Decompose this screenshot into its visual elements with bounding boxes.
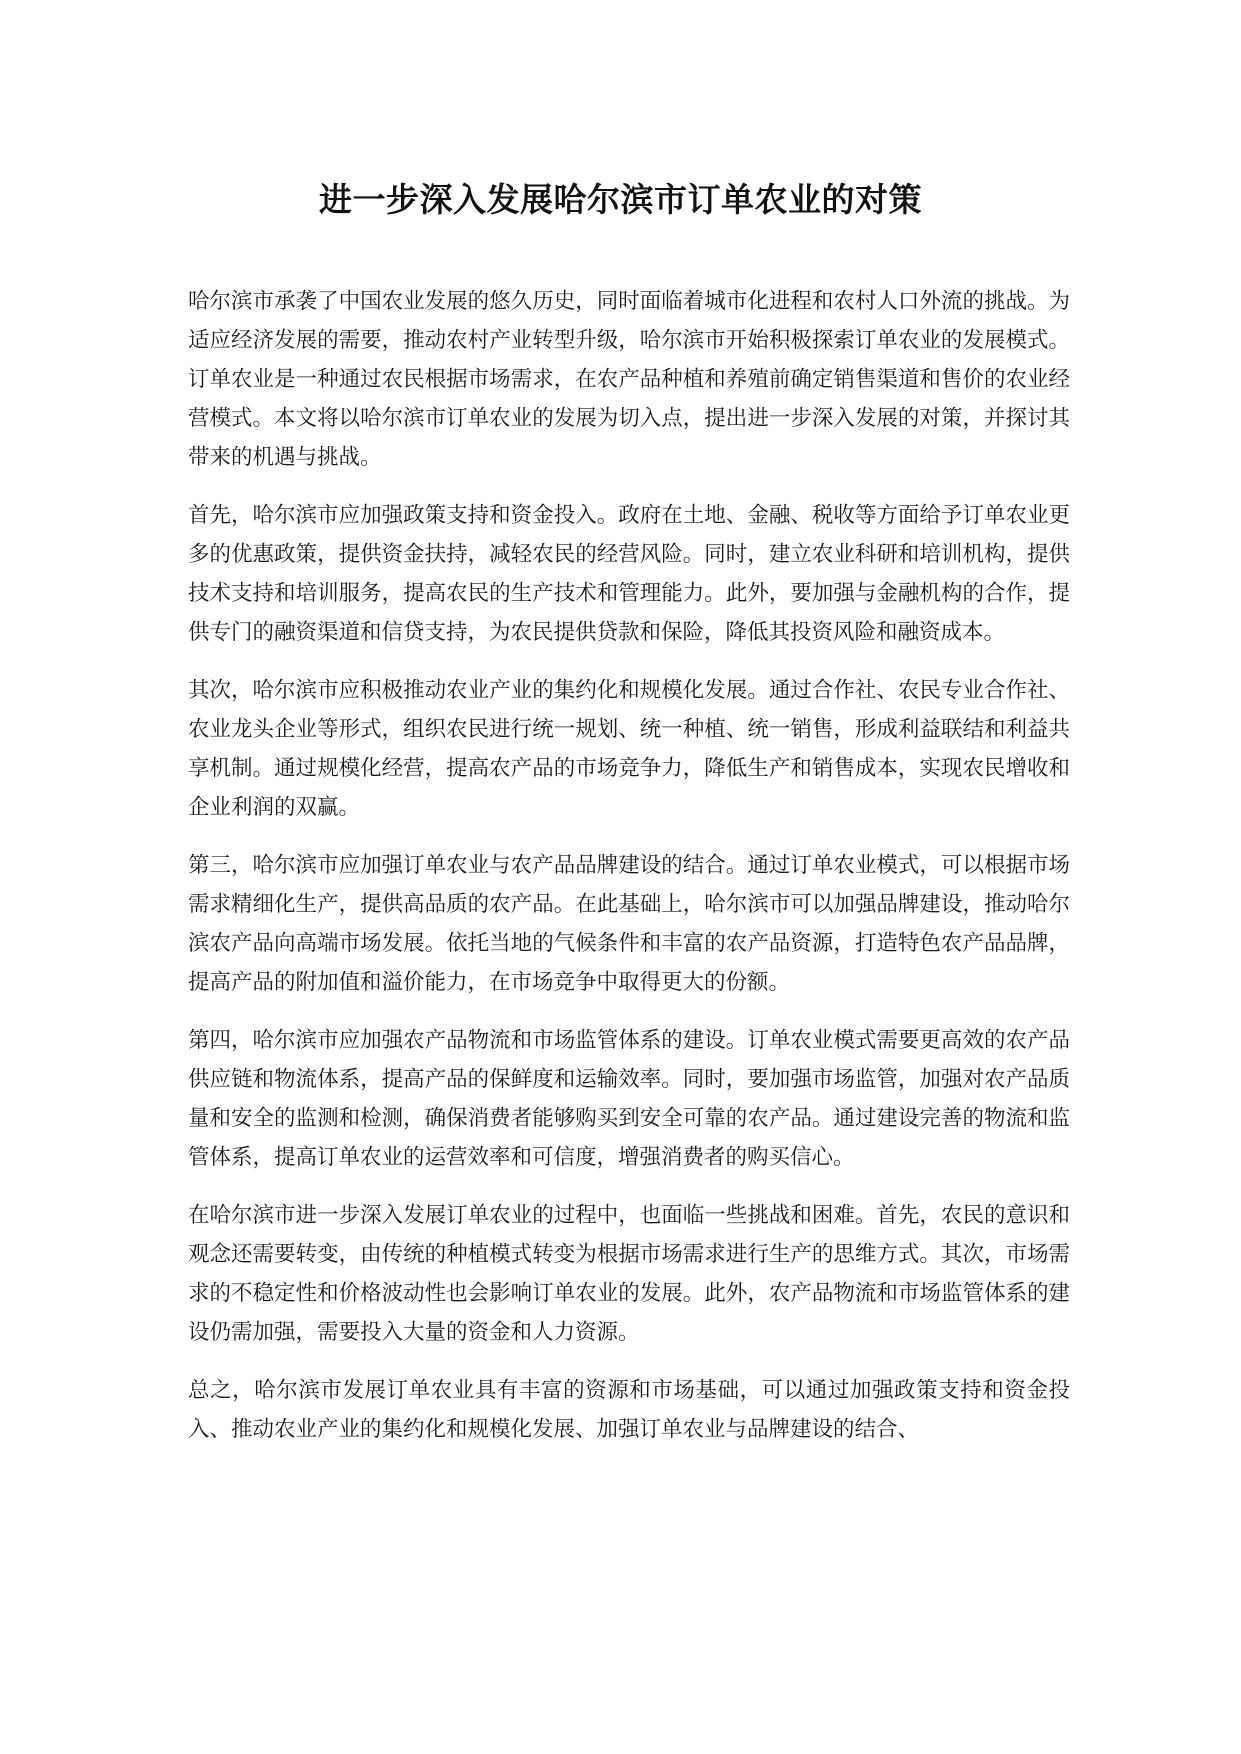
document-title: 进一步深入发展哈尔滨市订单农业的对策: [319, 180, 922, 219]
paragraph-challenges: 在哈尔滨市进一步深入发展订单农业的过程中，也面临一些挑战和困难。首先，农民的意识和观念还需要转变，由传统的种植模式转变为根据市场需求进行生产的思维方式。其次，市场需求的不稳定性和价格波动性也会影响订单农业的发展。此外，农产品物流和市场监管体系的建设仍需加强，需要投入大量的资金和人力资源。: [188, 1203, 1070, 1345]
paragraph-first-measure: 首先，哈尔滨市应加强政策支持和资金投入。政府在土地、金融、税收等方面给予订单农业更多的优惠政策，提供资金扶持，减轻农民的经营风险。同时，建立农业科研和培训机构，提供技术支持和培训服务，提高农民的生产技术和管理能力。此外，要加强与金融机构的合作，提供专门的融资渠道和信贷支持，为农民提供贷款和保险，降低其投资风险和融资成本。: [188, 503, 1070, 645]
document-body: [188, 282, 1070, 1468]
paragraph-fourth-measure: 第四，哈尔滨市应加强农产品物流和市场监管体系的建设。订单农业模式需要更高效的农产品供应链和物流体系，提高产品的保鲜度和运输效率。同时，要加强市场监管，加强对农产品质量和安全的监测和检测，确保消费者能够购买到安全可靠的农产品。通过建设完善的物流和监管体系，提高订单农业的运营效率和可信度，增强消费者的购买信心。: [188, 1028, 1070, 1170]
paragraph-third-measure: 第三，哈尔滨市应加强订单农业与农产品品牌建设的结合。通过订单农业模式，可以根据市场需求精细化生产，提供高品质的农产品。在此基础上，哈尔滨市可以加强品牌建设，推动哈尔滨农产品向高端市场发展。依托当地的气候条件和丰富的农产品资源，打造特色农产品品牌，提高产品的附加值和溢价能力，在市场竞争中取得更大的份额。: [188, 853, 1070, 995]
paragraph-second-measure: 其次，哈尔滨市应积极推动农业产业的集约化和规模化发展。通过合作社、农民专业合作社、农业龙头企业等形式，组织农民进行统一规划、统一种植、统一销售，形成利益联结和利益共享机制。通过规模化经营，提高农产品的市场竞争力，降低生产和销售成本，实现农民增收和企业利润的双赢。: [188, 678, 1070, 820]
paragraph-conclusion: 总之，哈尔滨市发展订单农业具有丰富的资源和市场基础，可以通过加强政策支持和资金投入、推动农业产业的集约化和规模化发展、加强订单农业与品牌建设的结合、: [188, 1378, 1070, 1442]
paragraph-intro: 哈尔滨市承袭了中国农业发展的悠久历史，同时面临着城市化进程和农村人口外流的挑战。为适应经济发展的需要，推动农村产业转型升级，哈尔滨市开始积极探索订单农业的发展模式。订单农业是一种通过农民根据市场需求，在农产品种植和养殖前确定销售渠道和售价的农业经营模式。本文将以哈尔滨市订单农业的发展为切入点，提出进一步深入发展的对策，并探讨其带来的机遇与挑战。: [188, 289, 1070, 470]
